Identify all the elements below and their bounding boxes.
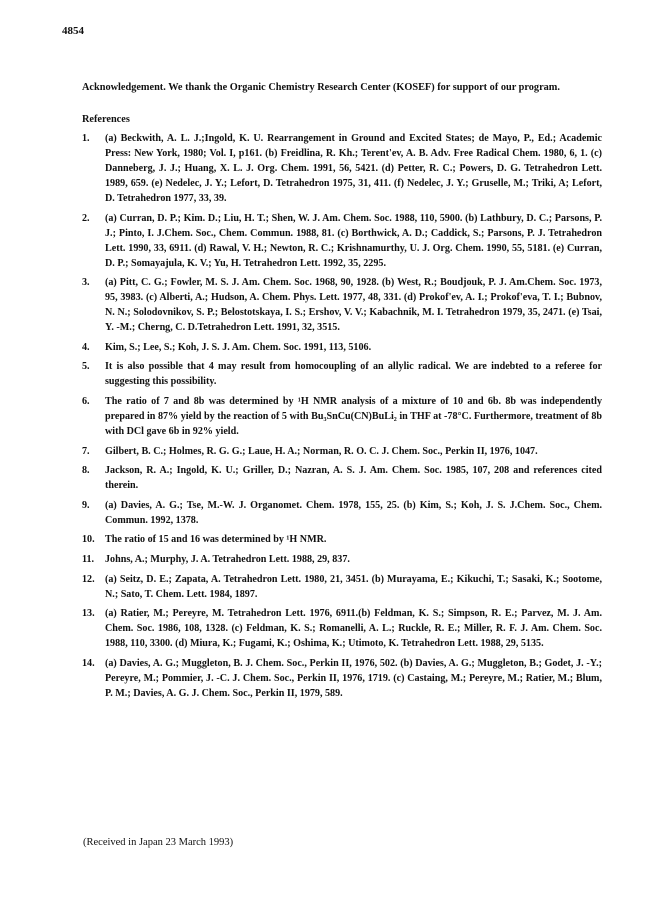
reference-number: 9. — [82, 499, 90, 511]
reference-number: 7. — [82, 445, 90, 457]
reference-text: The ratio of 15 and 16 was determined by ¹H NMR. — [105, 534, 327, 546]
reference-number: 13. — [82, 608, 95, 620]
reference-text: Gilbert, B. C.; Holmes, R. G. G.; Laue, H. A.; Norman, R. O. C. J. Chem. Soc., Perkin II, 1976, 1047. — [105, 445, 538, 457]
reference-number: 8. — [82, 465, 90, 477]
reference-text: (a) Pitt, C. G.; Fowler, M. S. J. Am. Chem. Soc. 1968, 90, 1928. (b) West, R.; Boudjouk, P. J. Am.Chem. Soc. 1973, 95, 3983. (c) Alberti, A.; Hudson, A. Chem. Phys. Lett. 1977, 48, 331. (d) Prokof'ev, A. I.; Prokof'eva, T. I.; Bubnov, N. N.; Solodovnikov, S. P.; Belostotskaya, I. S.; Ershov, V. V.; Kabachnik, M. I. Tetrahedron 1979, 35, 2471. (e) Tsai, Y. -M.; Cherng, C. D.Tetrahedron Lett. 1991, 32, 3515. — [105, 277, 602, 334]
reference-item — [82, 211, 602, 271]
page-number: 4854 — [62, 25, 84, 37]
reference-item — [82, 552, 602, 567]
reference-text: (a) Ratier, M.; Pereyre, M. Tetrahedron Lett. 1976, 6911.(b) Feldman, K. S.; Simpson, R. E.; Parvez, M. J. Am. Chem. Soc. 1986, 108, 1328. (c) Feldman, K. S.; Romanelli, A. L.; Ruckle, R. E.; Miller, R. F. J. Am. Chem. Soc. 1988, 110, 3300. (d) Miura, K.; Fugami, K.; Oshima, K.; Utimoto, K. Tetrahedron Lett. 1988, 29, 5135. — [105, 608, 602, 650]
reference-item — [82, 498, 602, 528]
reference-text: Jackson, R. A.; Ingold, K. U.; Griller, D.; Nazran, A. S. J. Am. Chem. Soc. 1985, 107, 208 and references cited therein. — [105, 465, 602, 492]
reference-item — [82, 656, 602, 701]
reference-text: (a) Davies, A. G.; Tse, M.-W. J. Organomet. Chem. 1978, 155, 25. (b) Kim, S.; Koh, J. S. J.Chem. Soc., Chem. Commun. 1992, 1378. — [105, 499, 602, 526]
reference-number: 5. — [82, 361, 90, 373]
acknowledgement — [82, 80, 602, 95]
reference-text: (a) Davies, A. G.; Muggleton, B. J. Chem. Soc., Perkin II, 1976, 502. (b) Davies, A. G.; Muggleton, B.; Godet, J. -Y.; Pereyre, M.; Pommier, J. -C. J. Chem. Soc., Perkin II, 1976, 1719. (c) Castaing, M.; Pereyre, M.; Ratier, M.; Blum, P. M.; Davies, A. G. J. Chem. Soc., Perkin II, 1979, 589. — [105, 657, 602, 699]
reference-item — [82, 444, 602, 459]
reference-item — [82, 340, 602, 355]
reference-item — [82, 532, 602, 547]
reference-number: 10. — [82, 534, 95, 546]
reference-number: 6. — [82, 395, 90, 407]
reference-number: 3. — [82, 277, 90, 289]
reference-number: 12. — [82, 573, 95, 585]
reference-number: 11. — [82, 553, 95, 565]
reference-number: 4. — [82, 341, 90, 353]
references-heading: References — [82, 114, 130, 125]
reference-text: (a) Seitz, D. E.; Zapata, A. Tetrahedron Lett. 1980, 21, 3451. (b) Murayama, E.; Kikuchi, T.; Sasaki, K.; Sootome, N.; Sato, T. Chem. Lett. 1984, 1897. — [105, 573, 602, 600]
reference-item — [82, 606, 602, 651]
reference-item — [82, 463, 602, 493]
reference-item — [82, 394, 602, 439]
acknowledgement-text: We thank the Organic Chemistry Research Center (KOSEF) for support of our program. — [168, 82, 560, 93]
reference-text: Kim, S.; Lee, S.; Koh, J. S. J. Am. Chem. Soc. 1991, 113, 5106. — [105, 341, 372, 353]
reference-text: (a) Beckwith, A. L. J.;Ingold, K. U. Rearrangement in Ground and Excited States; de Mayo, P., Ed.; Academic Press: New York, 1980; Vol. I, p161. (b) Freidlina, R. Kh.; Terent'ev, A. B. Adv. Free Radical Chem. 1980, 6, 1. (c) Danneberg, J. J.; Huang, X. L. J. Org. Chem. 1991, 56, 5421. (d) Petter, R. C.; Powers, D. G. Tetrahedron Lett. 1989, 659. (e) Nedelec, J. Y.; Lefort, D. Tetrahedron 1975, 31, 411. (f) Nedelec, J. Y.; Gruselle, M.; Triki, A; Lefort, D. Tetrahedron 1977, 33, 39. — [105, 133, 602, 204]
reference-text: The ratio of 7 and 8b was determined by ¹H NMR analysis of a mixture of 10 and 6b. 8b was independently prepared in 87% yield by the reaction of 5 with Bu₃SnCu(CN)BuLi₂ in THF at -78°C. Furthermore, treatment of 8b with DCl gave 6b in 92% yield. — [105, 395, 602, 437]
reference-number: 1. — [82, 133, 90, 144]
reference-number: 2. — [82, 212, 90, 224]
reference-text: (a) Curran, D. P.; Kim. D.; Liu, H. T.; Shen, W. J. Am. Chem. Soc. 1988, 110, 5900. (b) Lathbury, D. C.; Parsons, P. J.; Pinto, I. J.Chem. Soc., Chem. Commun. 1988, 81. (c) Borthwick, A. D.; Caddick, S.; Parsons, P. J. Tetrahedron Lett. 1990, 33, 6911. (d) Rawal, V. H.; Newton, R. C.; Krishnamurthy, U. J. Org. Chem. 1990, 55, 5181. (e) Curran, D. P.; Somayajula, K. V.; Yu, H. Tetrahedron Lett. 1992, 35, 2295. — [105, 212, 602, 269]
reference-text: It is also possible that 4 may result from homocoupling of an allylic radical. We are indebted to a referee for suggesting this possibility. — [105, 361, 602, 388]
reference-item — [82, 572, 602, 602]
acknowledgement-heading: Acknowledgement. — [82, 82, 166, 93]
reference-number: 14. — [82, 657, 95, 669]
reference-text: Johns, A.; Murphy, J. A. Tetrahedron Lett. 1988, 29, 837. — [105, 553, 350, 565]
reference-item — [82, 275, 602, 335]
reference-list — [82, 131, 602, 705]
reference-item — [82, 131, 602, 206]
reference-item — [82, 359, 602, 389]
received-date: (Received in Japan 23 March 1993) — [83, 837, 234, 848]
